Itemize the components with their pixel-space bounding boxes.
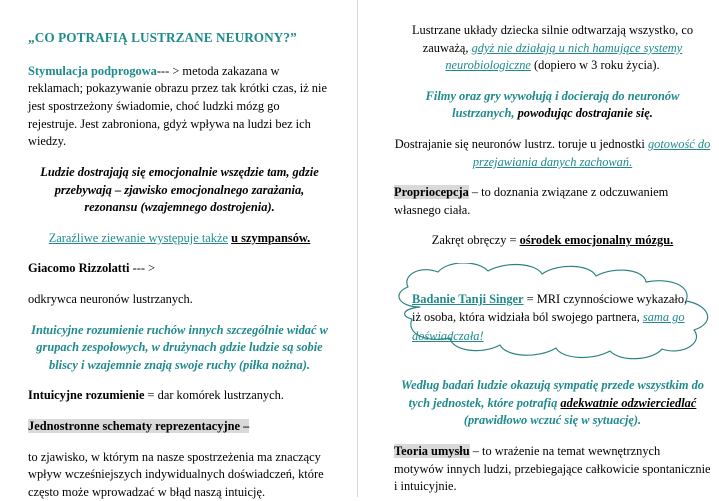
- schemas-term: Jednostronne schematy reprezentacyjne –: [28, 418, 250, 433]
- child-mirror-systems-paragraph: [394, 22, 711, 75]
- theory-of-mind-body: – to wrażenie na temat wewnętrznych motywów innych ludzi, przebiegające całkowicie spontanicznie i intuicyjnie.: [394, 443, 711, 494]
- contagious-yawning-line: [28, 230, 331, 248]
- films-quote-teal: Filmy oraz gry wywołują i docierają do neuronów lustrzanych,: [425, 88, 680, 121]
- page-title: „CO POTRAFIĄ LUSTRZANE NEURONY?”: [28, 30, 297, 45]
- emotional-tuning-quote: Ludzie dostrajają się emocjonalnie wszędzie tam, gdzie przebywają – zjawisko emocjonalnego zarażania, rezonansu (wzajemnego dostrojenia).: [40, 164, 319, 215]
- theory-of-mind-definition: [394, 443, 711, 496]
- readiness-part1: Dostrajanie się neuronów lustrz. toruje u jednostki: [394, 137, 648, 152]
- films-and-games-quote: [394, 88, 711, 123]
- proprioception-term: Propriocepcja: [394, 185, 469, 200]
- stimulation-arrow: --- >: [156, 63, 180, 78]
- films-quote-black: powodując dostrajanie się.: [514, 106, 653, 121]
- stimulation-body: metoda zakazana w reklamach; pokazywanie obrazu przez tak krótki czas, iż nie jest spostrzeżony świadomie, choć ludzki mózg go rejestruje. Jest zabroniona, gdyż wpływa na ludzi bez ich wiedzy.: [28, 63, 327, 149]
- right-column: [360, 0, 719, 497]
- gyrus-prefix: Zakręt obręczy =: [431, 233, 520, 248]
- sympathy-part1: Według badań ludzie okazują sympatię przede wszystkim do tych jednostek, które potrafią: [400, 378, 704, 410]
- gyrus-emphasis: ośrodek emocjonalny mózgu.: [519, 233, 674, 248]
- child-systems-part3: (dopiero w 3 roku życia).: [530, 58, 660, 73]
- singer-study-body: = MRI czynnościowe wykazało, iż osoba, która widziała ból swojego partnera,: [412, 292, 688, 325]
- child-systems-part1: Lustrzane układy dziecka silnie odtwarzają wszystko, co zauważą,: [411, 23, 694, 55]
- subliminal-stimulation-paragraph: [28, 63, 331, 151]
- proprioception-body: – to doznania związane z odczuwaniem własnego ciała.: [394, 185, 669, 217]
- behavior-readiness-paragraph: [394, 136, 711, 171]
- left-column: [0, 0, 355, 497]
- yawning-teal-text: Zaraźliwe ziewanie występuje także: [48, 230, 228, 245]
- rizzolatti-name: Giacomo Rizzolatti: [28, 261, 130, 276]
- cloud-callout: [386, 263, 711, 367]
- theory-of-mind-term: Teoria umysłu: [394, 443, 470, 458]
- cloud-callout-text: [412, 290, 694, 345]
- cingulate-gyrus-line: [394, 232, 711, 250]
- intuitive-term: Intuicyjne rozumienie: [28, 388, 145, 403]
- sympathy-underlined: adekwatnie odzwierciedlać: [560, 395, 697, 410]
- rizzolatti-arrow: --- >: [132, 261, 156, 276]
- schemas-heading: [28, 418, 331, 436]
- stimulation-term: Stymulacja podprogowa: [28, 63, 157, 78]
- child-systems-underlined: gdyż nie działają u nich hamujące systemy neurobiologiczne: [445, 40, 683, 73]
- singer-study-name: Badanie Tanji Singer: [412, 292, 524, 307]
- rizzolatti-description: odkrywca neuronów lustrzanych.: [28, 291, 193, 306]
- intuitive-body: = dar komórek lustrzanych.: [144, 388, 284, 403]
- rizzolatti-heading: [28, 260, 331, 278]
- proprioception-definition: [394, 184, 711, 219]
- singer-study-emphasis: sama go doświadczała!: [412, 310, 685, 343]
- sympathy-part3: (prawidłowo wczuć się w sytuację).: [463, 413, 642, 428]
- yawning-black-text: u szympansów.: [231, 230, 311, 245]
- sympathy-quote: [394, 377, 711, 430]
- intuitive-understanding-definition: [28, 387, 331, 405]
- intuitive-understanding-quote: Intuicyjne rozumienie ruchów innych szczególnie widać w grupach zespołowych, w drużynach gdzie ludzie są sobie bliscy i wzajemnie znają swoje ruchy (piłka nożna).: [31, 322, 328, 372]
- column-divider: [357, 0, 358, 497]
- readiness-underlined: gotowość do przejawiania danych zachowań.: [472, 137, 711, 169]
- schemas-body: to zjawisko, w którym na nasze spostrzeżenia ma znaczący wpływ wcześniejszych indywidualnych doświadczeń, które często może wprowadzać w błąd naszą intuicję.: [28, 449, 324, 499]
